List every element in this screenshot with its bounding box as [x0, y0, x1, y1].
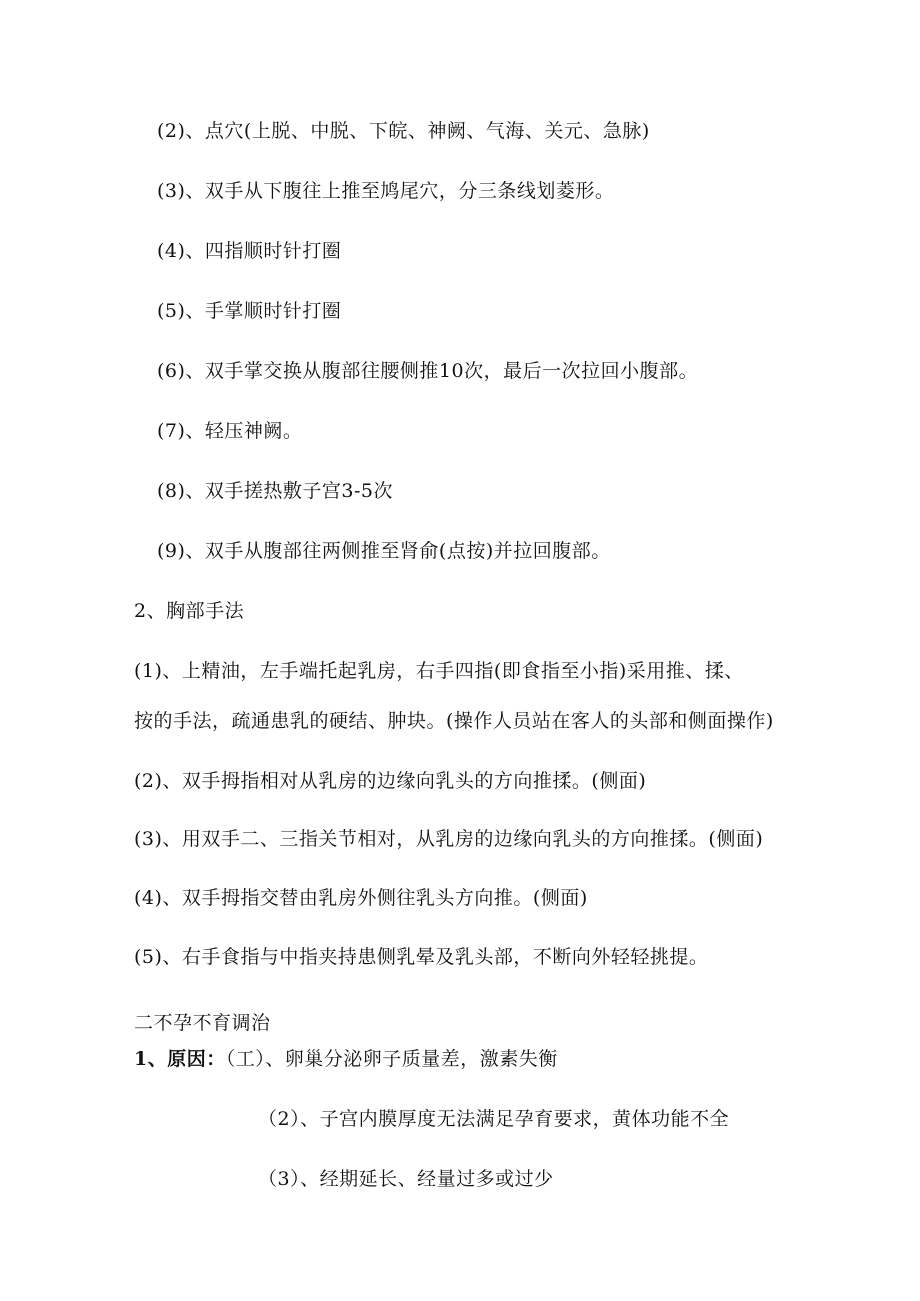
chest-step-5: (5)、右手食指与中指夹持患侧乳晕及乳头部，不断向外轻轻挑提。	[134, 946, 709, 968]
chest-step-4: (4)、双手拇指交替由乳房外侧往乳头方向推。(侧面)	[134, 887, 588, 909]
cause-3: （3）、经期延长、经量过多或过少	[258, 1168, 554, 1190]
abdomen-step-7: (7)、轻压神阙。	[157, 420, 303, 442]
abdomen-step-8: (8)、双手搓热敷子宫3-5次	[157, 480, 394, 502]
chest-heading: 2、胸部手法	[134, 600, 245, 622]
abdomen-step-5: (5)、手掌顺时针打圈	[157, 300, 342, 322]
abdomen-step-3: (3)、双手从下腹往上推至鸠尾穴，分三条线划菱形。	[157, 180, 615, 202]
abdomen-step-9: (9)、双手从腹部往两侧推至肾俞(点按)并拉回腹部。	[157, 540, 611, 562]
chest-step-3: (3)、用双手二、三指关节相对，从乳房的边缘向乳头的方向推揉。(侧面)	[134, 828, 764, 850]
abdomen-step-6: (6)、双手掌交换从腹部往腰侧推10次，最后一次拉回小腹部。	[157, 360, 699, 382]
chest-step-1-line-2: 按的手法，疏通患乳的硬结、肿块。(操作人员站在客人的头部和侧面操作)	[134, 710, 774, 732]
chest-step-1-line-1: (1)、上精油，左手端托起乳房，右手四指(即食指至小指)采用推、揉、	[134, 660, 744, 682]
cause-1: （工）、卵巢分泌卵子质量差，激素失衡	[225, 1048, 558, 1070]
causes-label: 1、原因：	[134, 1048, 226, 1070]
chest-step-2: (2)、双手拇指相对从乳房的边缘向乳头的方向推揉。(侧面)	[134, 770, 647, 792]
abdomen-step-4: (4)、四指顺时针打圈	[157, 240, 342, 262]
causes-row-1	[134, 1046, 558, 1072]
cause-2: （2）、子宫内膜厚度无法满足孕育要求，黄体功能不全	[258, 1108, 730, 1130]
abdomen-step-2: (2)、点穴(上脱、中脱、下皖、神阙、气海、关元、急脉)	[157, 120, 650, 142]
infertility-heading: 二不孕不育调治	[134, 1012, 271, 1034]
